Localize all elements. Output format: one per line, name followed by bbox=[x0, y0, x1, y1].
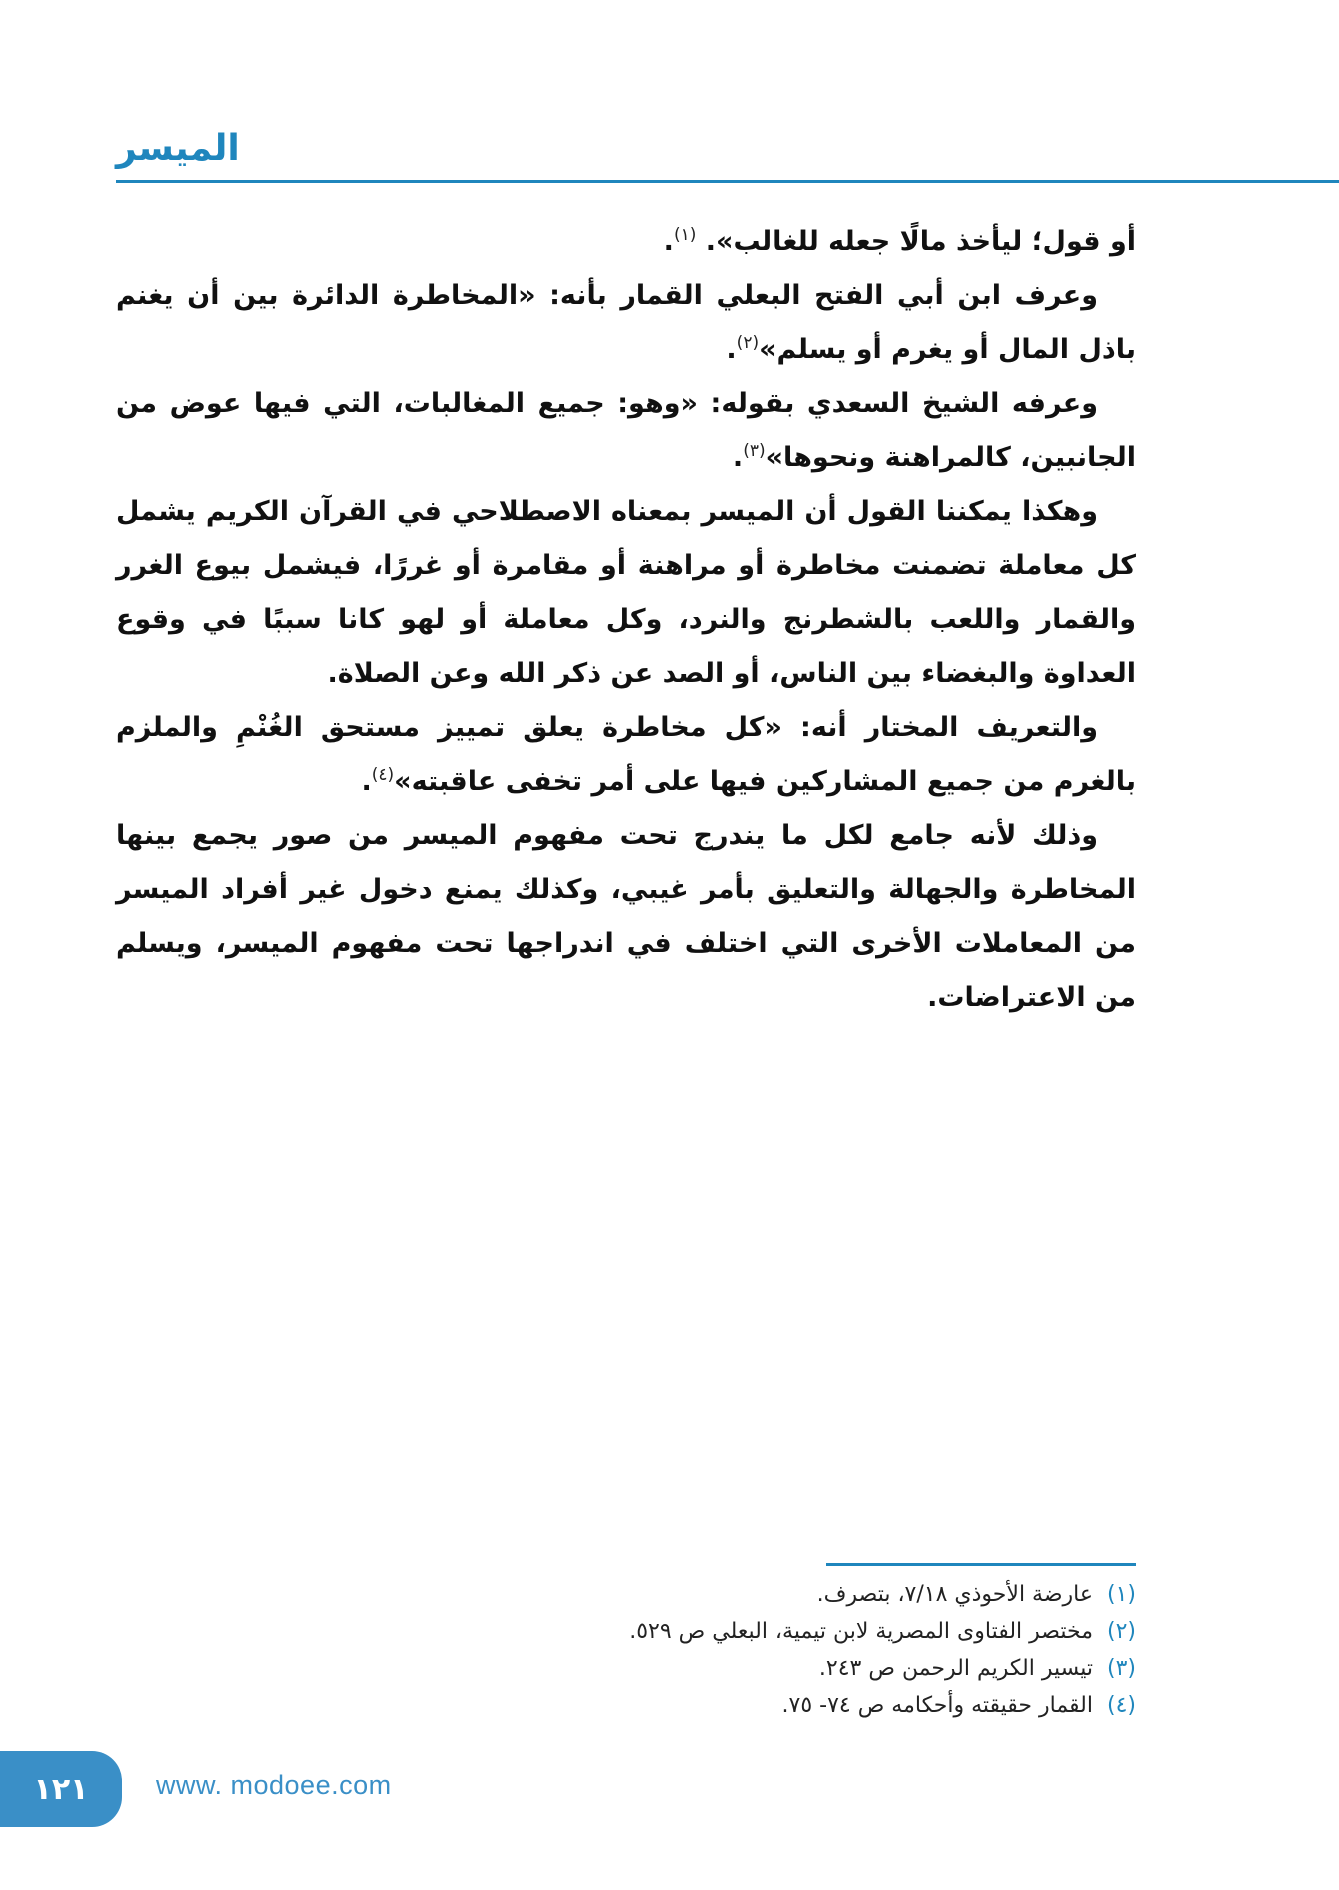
paragraph-end: . bbox=[663, 226, 674, 257]
paragraph-2 bbox=[116, 269, 1136, 377]
paragraph-6 bbox=[116, 809, 1136, 1025]
footnote-ref-3[interactable]: (٣) bbox=[743, 441, 766, 461]
paragraph-text: وهكذا يمكننا القول أن الميسر بمعناه الاصطلاحي في القرآن الكريم يشمل كل معاملة تضمنت مخاطرة أو مراهنة أو مقامرة أو غررًا، فيشمل بيوع الغرر والقمار واللعب بالشطرنج والنرد، وكل معاملة أو لهو كانا سببًا في وقوع العداوة والبغضاء بين الناس، أو الصد عن ذكر الله وعن الصلاة. bbox=[116, 496, 1136, 689]
paragraph-text: والتعريف المختار أنه: «كل مخاطرة يعلق تمييز مستحق الغُنْمِ والملزم بالغرم من جميع المشاركين فيها على أمر تخفى عاقبته» bbox=[116, 712, 1136, 797]
footnote-item bbox=[500, 1687, 1136, 1724]
footnote-divider bbox=[826, 1563, 1136, 1566]
paragraph-5 bbox=[116, 701, 1136, 809]
footnote-text: عارضة الأحوذي ٧/١٨، بتصرف. bbox=[816, 1582, 1093, 1607]
page-number: ١٢١ bbox=[33, 1771, 89, 1807]
footnote-text: تيسير الكريم الرحمن ص ٢٤٣. bbox=[818, 1656, 1093, 1681]
paragraph-end: . bbox=[732, 442, 744, 473]
footnote-text: القمار حقيقته وأحكامه ص ٧٤- ٧٥. bbox=[781, 1693, 1093, 1718]
footnote-item bbox=[500, 1650, 1136, 1687]
footnote-text: مختصر الفتاوى المصرية لابن تيمية، البعلي ص ٥٢٩. bbox=[629, 1619, 1093, 1644]
paragraph-text: أو قول؛ ليأخذ مالًا جعله للغالب». bbox=[696, 226, 1136, 257]
footnotes bbox=[500, 1576, 1136, 1724]
footnote-ref-1[interactable]: (١) bbox=[673, 225, 697, 245]
paragraph-4 bbox=[116, 485, 1136, 701]
website-link[interactable]: www. modoee.com bbox=[156, 1770, 392, 1800]
header-divider bbox=[116, 180, 1339, 183]
footnote-ref-4[interactable]: (٤) bbox=[371, 765, 395, 785]
footnote-ref-2[interactable]: (٢) bbox=[736, 333, 760, 353]
paragraph-text: وعرفه الشيخ السعدي بقوله: «وهو: جميع المغالبات، التي فيها عوض من الجانبين، كالمراهنة ونحوها» bbox=[116, 388, 1136, 473]
paragraph-1 bbox=[116, 215, 1136, 269]
footnote-number: (١) bbox=[1106, 1582, 1136, 1607]
footnote-number: (٤) bbox=[1106, 1693, 1136, 1718]
paragraph-end: . bbox=[726, 334, 737, 365]
footnote-number: (٢) bbox=[1106, 1619, 1136, 1644]
footnote-number: (٣) bbox=[1106, 1656, 1136, 1681]
page-number-tab bbox=[0, 1751, 122, 1827]
paragraph-text: وذلك لأنه جامع لكل ما يندرج تحت مفهوم الميسر من صور يجمع بينها المخاطرة والجهالة والتعليق بأمر غيبي، وكذلك يمنع دخول غير أفراد الميسر من المعاملات الأخرى التي اختلف في اندراجها تحت مفهوم الميسر، ويسلم من الاعتراضات. bbox=[116, 820, 1136, 1013]
paragraph-3 bbox=[116, 377, 1136, 485]
paragraph-text: وعرف ابن أبي الفتح البعلي القمار بأنه: «المخاطرة الدائرة بين أن يغنم باذل المال أو يغرم أو يسلم» bbox=[116, 280, 1136, 365]
footnote-item bbox=[500, 1576, 1136, 1613]
body-text bbox=[116, 215, 1136, 1025]
footnote-item bbox=[500, 1613, 1136, 1650]
chapter-title: الميسر bbox=[116, 128, 240, 169]
paragraph-end: . bbox=[361, 766, 372, 797]
